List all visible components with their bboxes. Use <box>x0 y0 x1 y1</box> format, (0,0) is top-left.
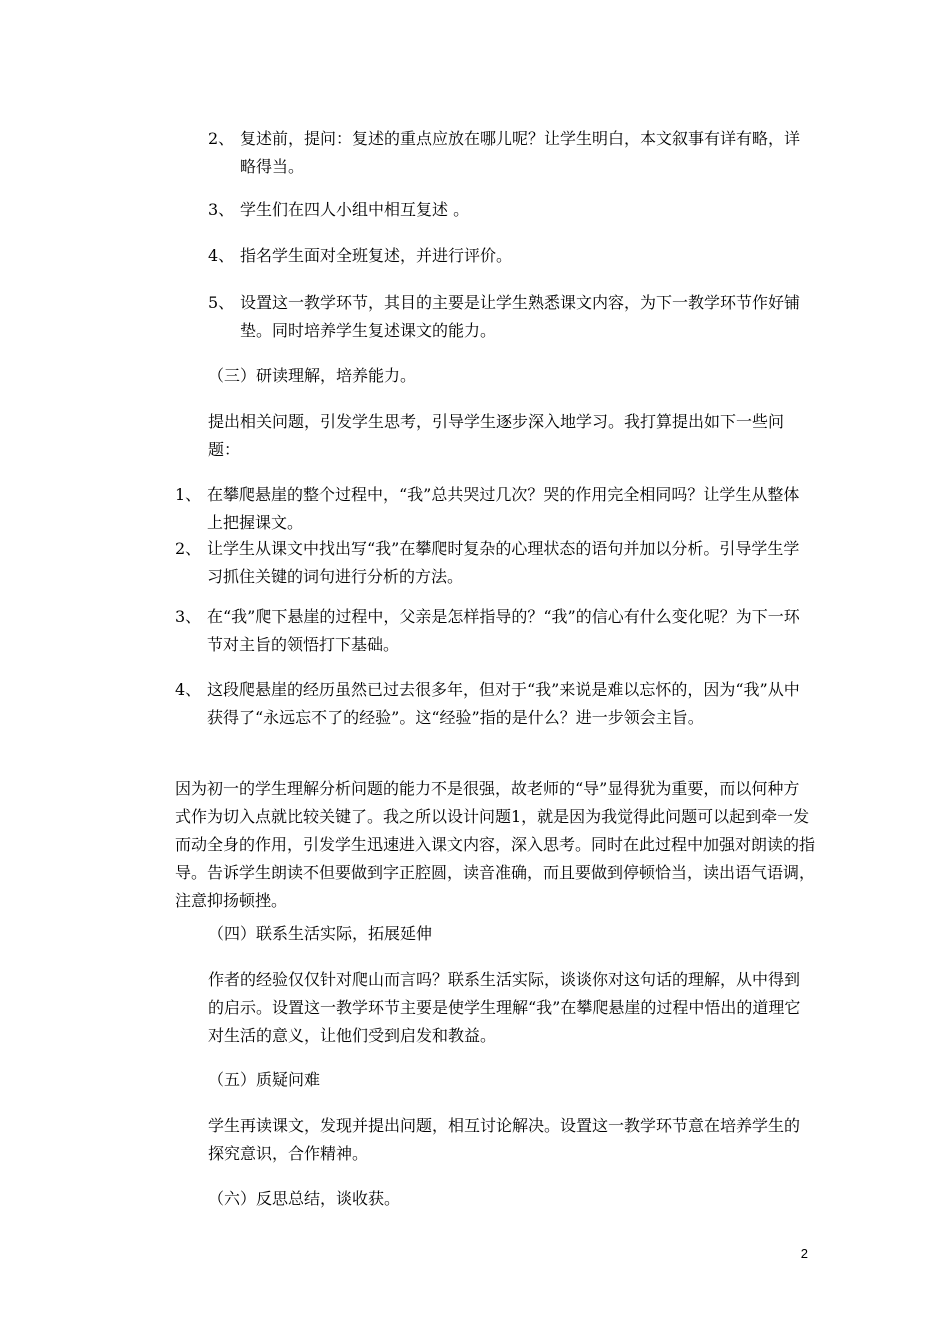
item-text: 这段爬悬崖的经历虽然已过去很多年，但对于“我”来说是难以忘怀的，因为“我”从中获得了“永远忘不了的经验”。这“经验”指的是什么？进一步领会主旨。 <box>207 680 800 727</box>
paragraph: 作者的经验仅仅针对爬山而言吗？联系生活实际，谈谈你对这句话的理解，从中得到的启示。设置这一教学环节主要是使学生理解“我”在攀爬悬崖的过程中悟出的道理它对生活的意义，让他们受到启发和教益。 <box>208 970 801 1045</box>
paragraph: 因为初一的学生理解分析问题的能力不是很强，故老师的“导”显得犹为重要，而以何种方式作为切入点就比较关键了。我之所以设计问题1，就是因为我觉得此问题可以起到牵一发而动全身的作用，引发学生迅速进入课文内容，深入思考。同时在此过程中加强对朗读的指导。告诉学生朗读不但要做到字正腔圆，读音准确，而且要做到停顿恰当，读出语气语调，注意抑扬顿挫。 <box>175 779 816 910</box>
item-text: 在攀爬悬崖的整个过程中，“我”总共哭过几次？哭的作用完全相同吗？让学生从整体上把握课文。 <box>207 485 800 532</box>
item-number: 1、 <box>175 485 202 504</box>
list-item <box>208 196 808 224</box>
question-item <box>175 676 815 732</box>
page-number: 2 <box>800 1246 808 1261</box>
item-text: 指名学生面对全班复述，并进行评价。 <box>240 246 513 265</box>
list-item <box>208 242 808 270</box>
list-item <box>208 125 808 181</box>
item-number: 3、 <box>175 607 202 626</box>
item-number: 2、 <box>175 539 202 558</box>
question-item <box>175 535 815 591</box>
question-item <box>175 481 815 537</box>
question-item <box>175 603 815 659</box>
section-heading: （六）反思总结，谈收获。 <box>208 1189 401 1208</box>
paragraph: 学生再读课文，发现并提出问题，相互讨论解决。设置这一教学环节意在培养学生的探究意识，合作精神。 <box>208 1116 801 1163</box>
list-item <box>208 289 808 345</box>
paragraph: 提出相关问题，引发学生思考，引导学生逐步深入地学习。我打算提出如下一些问题： <box>208 412 785 459</box>
item-text: 让学生从课文中找出写“我”在攀爬时复杂的心理状态的语句并加以分析。引导学生学习抓住关键的词句进行分析的方法。 <box>207 539 800 586</box>
item-number: 3、 <box>208 200 235 219</box>
item-text: 在“我”爬下悬崖的过程中，父亲是怎样指导的？“我”的信心有什么变化呢？为下一环节对主旨的领悟打下基础。 <box>207 607 800 654</box>
section-heading: （三）研读理解，培养能力。 <box>208 366 417 385</box>
item-number: 4、 <box>208 246 235 265</box>
section-heading: （五）质疑问难 <box>208 1070 321 1089</box>
item-text: 设置这一教学环节，其目的主要是让学生熟悉课文内容，为下一教学环节作好铺垫。同时培养学生复述课文的能力。 <box>240 293 801 340</box>
item-text: 复述前，提问：复述的重点应放在哪儿呢？让学生明白，本文叙事有详有略，详略得当。 <box>240 129 801 176</box>
item-text: 学生们在四人小组中相互复述 。 <box>240 200 470 219</box>
item-number: 4、 <box>175 680 202 699</box>
section-heading: （四）联系生活实际，拓展延伸 <box>208 924 433 943</box>
item-number: 5、 <box>208 293 235 312</box>
item-number: 2、 <box>208 129 235 148</box>
